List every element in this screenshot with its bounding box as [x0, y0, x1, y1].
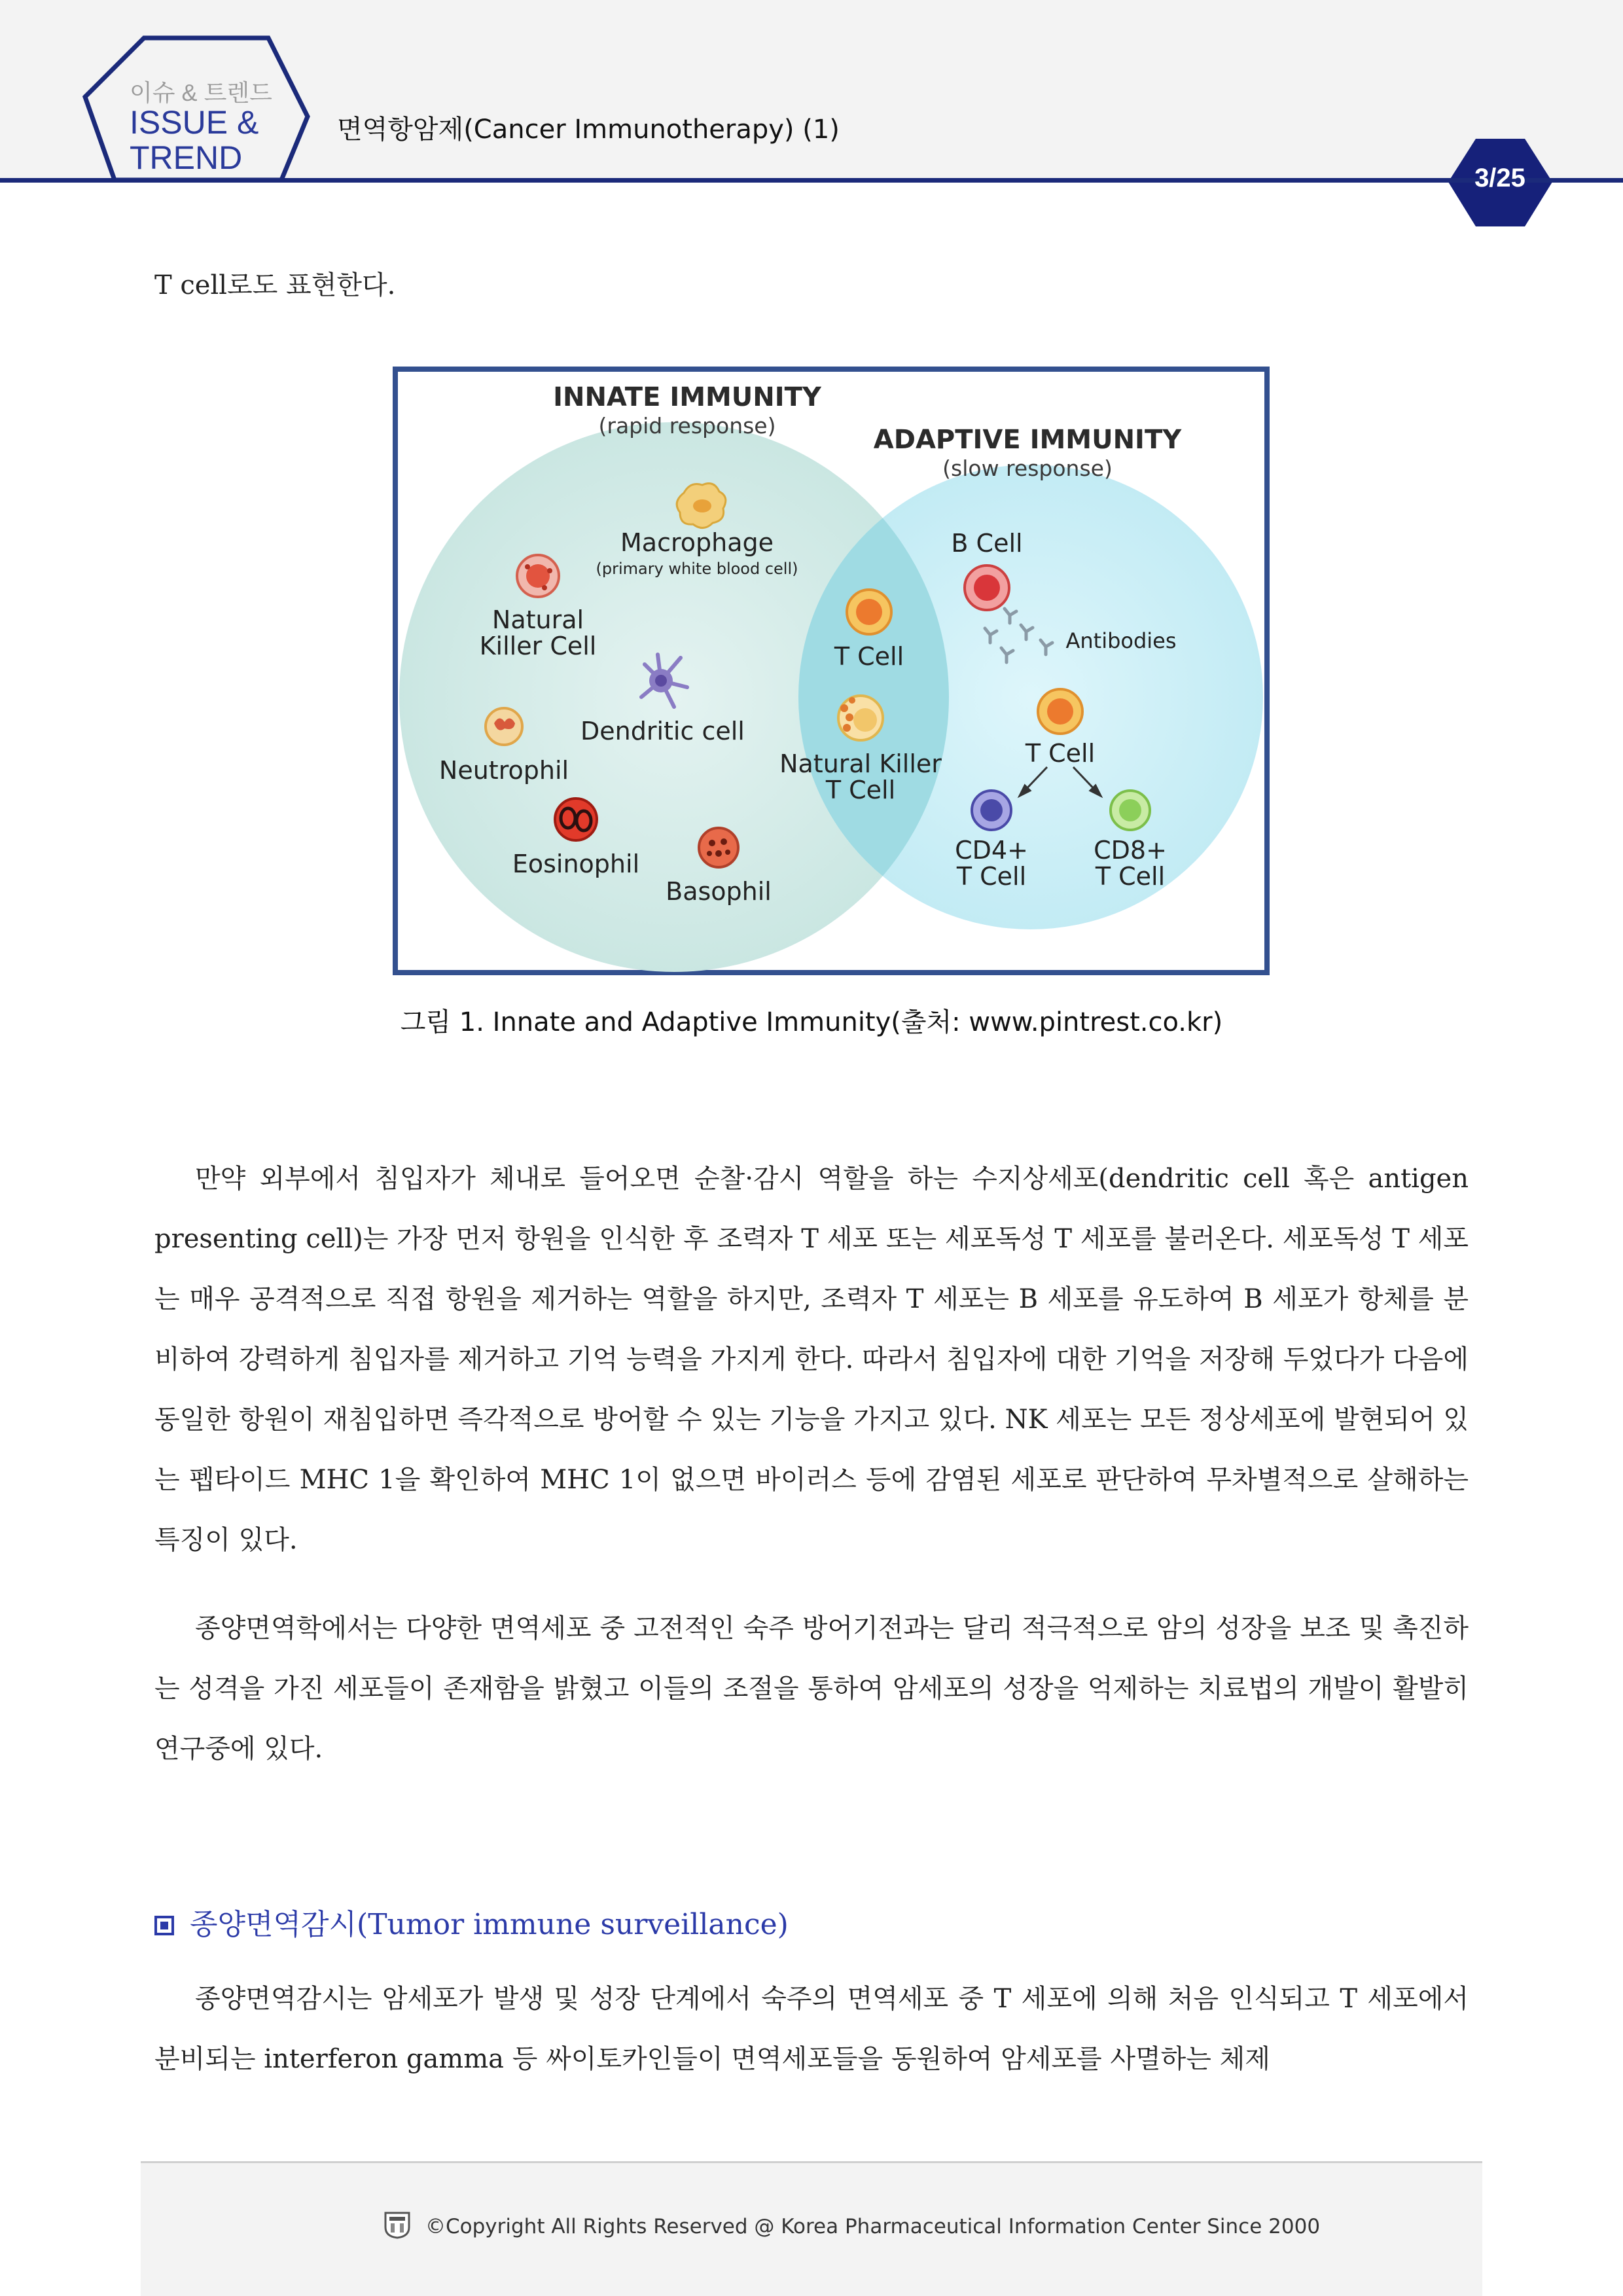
- square-bullet-icon: [154, 1916, 174, 1935]
- nk-cell-icon: [517, 555, 559, 597]
- cd4-label-2: T Cell: [956, 862, 1027, 891]
- header-rule: [0, 178, 1623, 183]
- intro-line: T cell로도 표현한다.: [154, 270, 396, 300]
- adaptive-t-cell-label: T Cell: [1025, 739, 1096, 768]
- cd8-label-1: CD8+: [1094, 836, 1167, 865]
- b-cell-icon: [965, 565, 1009, 610]
- cd8-label-2: T Cell: [1095, 862, 1166, 891]
- footer-copyright: ©Copyright All Rights Reserved @ Korea Pharmaceutical Information Center Since 2000: [425, 2215, 1321, 2238]
- paragraph-surveillance: 종양면역감시는 암세포가 발생 및 성장 단계에서 숙주의 면역세포 중 T 세포에 의해 처음 인식되고 T 세포에서 분비되는 interferon gamma 등 싸이토카인들이 면역세포들을 동원하여 암세포를 사멸하는 체제: [154, 1984, 1469, 2074]
- eosinophil-label: Eosinophil: [512, 850, 640, 878]
- innate-subtitle: (rapid response): [598, 413, 776, 439]
- issue-trend-english: ISSUE & TREND: [130, 104, 259, 176]
- neutrophil-label: Neutrophil: [438, 756, 569, 785]
- adaptive-title: ADAPTIVE IMMUNITY: [873, 425, 1182, 455]
- innate-title: INNATE IMMUNITY: [553, 382, 821, 412]
- basophil-label: Basophil: [666, 877, 772, 906]
- t-cell-icon: [847, 590, 891, 634]
- macrophage-sublabel: (primary white blood cell): [596, 560, 798, 578]
- figure-caption: 그림 1. Innate and Adaptive Immunity(출처: www.pintrest.co.kr): [400, 1007, 1223, 1037]
- nk-cell-label-2: Killer Cell: [479, 632, 597, 660]
- neutrophil-icon: [486, 708, 522, 745]
- paragraph-tumor-immunology: 종양면역학에서는 다양한 면역세포 중 고전적인 숙주 방어기전과는 달리 적극적으로 암의 성장을 보조 및 촉진하는 성격을 가진 세포들이 존재함을 밝혔고 이들의 조절을 통하여 암세포의 성장을 억제하는 치료법의 개발이 활발히 연구중에 있다.: [154, 1613, 1469, 1764]
- basophil-icon: [699, 828, 738, 867]
- page-indicator: 3/25: [1474, 164, 1525, 192]
- adaptive-t-cell-icon: [1038, 689, 1082, 734]
- adaptive-subtitle: (slow response): [942, 456, 1113, 481]
- section-heading-text: 종양면역감시(Tumor immune surveillance): [190, 1908, 789, 1941]
- b-cell-label: B Cell: [951, 529, 1023, 558]
- nk-t-cell-icon: [838, 696, 883, 740]
- overlap-nk-t-label-2: T Cell: [825, 776, 896, 804]
- immunity-figure: [393, 367, 1270, 975]
- issue-trend-korean: 이슈 & 트렌드: [130, 79, 272, 106]
- dendritic-label: Dendritic cell: [580, 717, 745, 745]
- cd4-icon: [972, 791, 1011, 830]
- macrophage-label: Macrophage: [620, 528, 774, 557]
- document-title: 면역항암제(Cancer Immunotherapy) (1): [337, 115, 840, 145]
- antibodies-label: Antibodies: [1065, 628, 1177, 653]
- overlap-nk-t-label-1: Natural Killer: [779, 749, 942, 778]
- eosinophil-icon: [555, 798, 597, 840]
- nk-cell-label-1: Natural: [491, 605, 584, 634]
- overlap-t-cell-label: T Cell: [834, 642, 904, 671]
- section-heading: [154, 1901, 789, 1943]
- cd4-label-1: CD4+: [955, 836, 1028, 865]
- kpic-logo-icon: [383, 2210, 412, 2239]
- cd8-icon: [1111, 791, 1150, 830]
- paragraph-immune-response: 만약 외부에서 침입자가 체내로 들어오면 순찰·감시 역할을 하는 수지상세포(dendritic cell 혹은 antigen presenting cell)는 가장 먼저 항원을 인식한 후 조력자 T 세포 또는 세포독성 T 세포를 불러온다. 세포독성 T 세포는 매우 공격적으로 직접 항원을 제거하는 역할을 하지만, 조력자 T 세포는 B 세포를 유도하여 B 세포가 항체를 분비하여 강력하게 침입자를 제거하고 기억 능력을 가지게 한다. 따라서 침입자에 대한 기억을 저장해 두었다가 다음에 동일한 항원이 재침입하면 즉각적으로 방어할 수 있는 기능을 가지고 있다. NK 세포는 모든 정상세포에 발현되어 있는 펩타이드 MHC 1을 확인하여 MHC 1이 없으면 바이러스 등에 감염된 세포로 판단하여 무차별적으로 살해하는 특징이 있다.: [154, 1164, 1469, 1555]
